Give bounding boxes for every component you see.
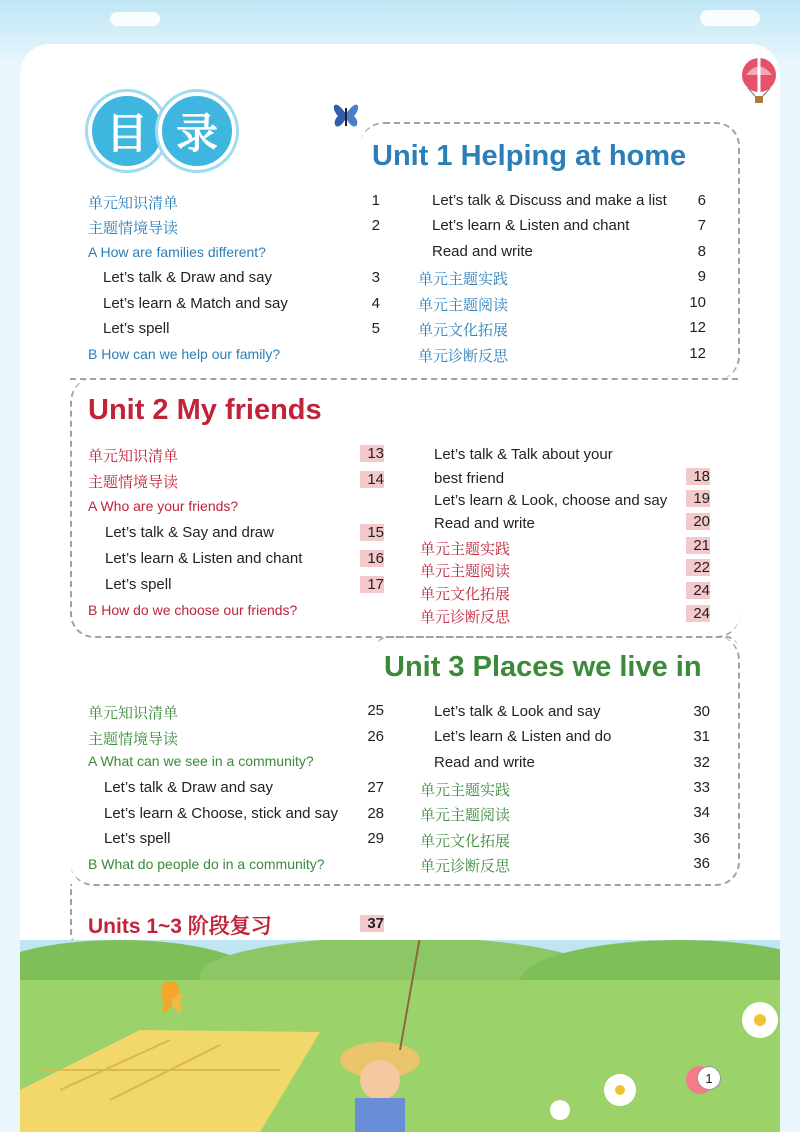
- page-number: 31: [693, 728, 710, 745]
- hot-air-balloon-icon: [740, 58, 778, 104]
- unit3-title: Unit 3 Places we live in: [384, 651, 702, 683]
- toc-entry[interactable]: Let’s spell: [103, 320, 170, 337]
- page-number: 8: [697, 243, 706, 260]
- page-number: 28: [367, 805, 384, 822]
- toc-entry[interactable]: Read and write: [434, 515, 535, 532]
- page-number: 10: [689, 294, 706, 311]
- toc-entry[interactable]: 单元知识清单: [88, 448, 179, 465]
- cloud-decoration: [110, 12, 160, 26]
- toc-entry[interactable]: 单元文化拓展: [418, 322, 509, 339]
- toc-entry[interactable]: 主题情境导读: [88, 731, 179, 748]
- page-number: 36: [693, 830, 710, 847]
- page-number: 34: [693, 804, 710, 821]
- review-title[interactable]: Units 1~3 阶段复习: [88, 915, 272, 938]
- page-number: 15: [360, 524, 384, 541]
- page-number: 26: [367, 728, 384, 745]
- butterfly-icon: [158, 984, 186, 1018]
- meadow-illustration: [20, 940, 780, 1132]
- toc-entry[interactable]: 单元文化拓展: [420, 586, 511, 603]
- page-number: 24: [686, 605, 710, 622]
- page-number: 37: [360, 915, 384, 932]
- toc-entry[interactable]: 单元主题实践: [418, 271, 509, 288]
- page-number: 16: [360, 550, 384, 567]
- toc-entry[interactable]: Let’s learn & Listen and do: [434, 728, 612, 745]
- section-heading[interactable]: B How can we help our family?: [88, 346, 281, 362]
- toc-entry[interactable]: 单元诊断反思: [420, 858, 511, 875]
- section-heading[interactable]: A How are families different?: [88, 244, 266, 260]
- page-number: 2: [371, 217, 380, 234]
- section-heading[interactable]: A Who are your friends?: [88, 498, 239, 514]
- toc-entry[interactable]: Read and write: [434, 754, 535, 771]
- page-number: 7: [697, 217, 706, 234]
- toc-entry[interactable]: best friend: [434, 470, 505, 487]
- toc-title: [88, 92, 238, 164]
- toc-entry[interactable]: Let’s talk & Discuss and make a list: [432, 192, 667, 209]
- toc-entry[interactable]: Let’s learn & Choose, stick and say: [104, 805, 339, 822]
- toc-entry[interactable]: 单元主题阅读: [418, 297, 509, 314]
- page-number: 1: [371, 192, 380, 209]
- page-number: 9: [697, 268, 706, 285]
- toc-entry[interactable]: Let’s talk & Say and draw: [105, 524, 274, 541]
- section-heading[interactable]: B How do we choose our friends?: [88, 602, 298, 618]
- page-number: 12: [689, 319, 706, 336]
- toc-entry[interactable]: Let’s spell: [105, 576, 172, 593]
- section-heading[interactable]: A What can we see in a community?: [88, 753, 314, 769]
- unit2-title: Unit 2 My friends: [88, 394, 322, 426]
- toc-entry[interactable]: 单元诊断反思: [418, 348, 509, 365]
- page-number: 5: [371, 320, 380, 337]
- toc-entry[interactable]: Let’s talk & Draw and say: [104, 779, 273, 796]
- page-number: 13: [360, 445, 384, 462]
- page-number: 32: [693, 754, 710, 771]
- section-heading[interactable]: B What do people do in a community?: [88, 856, 325, 872]
- cloud-decoration: [700, 10, 760, 26]
- toc-entry[interactable]: 单元主题实践: [420, 541, 511, 558]
- toc-entry[interactable]: 单元主题阅读: [420, 807, 511, 824]
- unit1-title: Unit 1 Helping at home: [372, 140, 687, 172]
- toc-title-char: 目: [88, 92, 166, 170]
- toc-entry[interactable]: Let’s talk & Look and say: [434, 703, 601, 720]
- toc-title-char: 录: [158, 92, 236, 170]
- toc-entry[interactable]: 单元知识清单: [88, 705, 179, 722]
- toc-entry[interactable]: 单元文化拓展: [420, 833, 511, 850]
- toc-entry[interactable]: Let’s learn & Match and say: [103, 295, 288, 312]
- page-number: 6: [697, 192, 706, 209]
- page-number: 22: [686, 559, 710, 576]
- page-number: 20: [686, 513, 710, 530]
- toc-entry[interactable]: 单元主题实践: [420, 782, 511, 799]
- unit3-top-border: [376, 636, 738, 648]
- toc-entry[interactable]: Let’s learn & Listen and chant: [105, 550, 303, 567]
- page-number: 27: [367, 779, 384, 796]
- page-number: 19: [686, 490, 710, 507]
- page-number: 24: [686, 582, 710, 599]
- page-number: 29: [367, 830, 384, 847]
- toc-entry[interactable]: 单元知识清单: [88, 195, 179, 212]
- toc-entry[interactable]: Let’s spell: [104, 830, 171, 847]
- page-number: 36: [693, 855, 710, 872]
- page-number: 3: [371, 269, 380, 286]
- toc-entry[interactable]: Read and write: [432, 243, 533, 260]
- toc-entry[interactable]: Let’s learn & Listen and chant: [432, 217, 630, 234]
- toc-entry[interactable]: Let’s talk & Talk about your: [434, 446, 613, 463]
- page-number: 25: [367, 702, 384, 719]
- page-number: 12: [689, 345, 706, 362]
- butterfly-icon: [330, 94, 362, 134]
- page-number-badge: 1: [697, 1066, 721, 1090]
- page-number: 17: [360, 576, 384, 593]
- toc-entry[interactable]: 主题情境导读: [88, 220, 179, 237]
- toc-entry[interactable]: 主题情境导读: [88, 474, 179, 491]
- page-number: 18: [686, 468, 710, 485]
- page-number: 33: [693, 779, 710, 796]
- toc-entry[interactable]: 单元主题阅读: [420, 563, 511, 580]
- page-number: 4: [371, 295, 380, 312]
- toc-entry[interactable]: Let’s talk & Draw and say: [103, 269, 272, 286]
- page-number: 21: [686, 537, 710, 554]
- page-number: 30: [693, 703, 710, 720]
- toc-entry[interactable]: 单元诊断反思: [420, 609, 511, 626]
- toc-entry[interactable]: Let’s learn & Look, choose and say: [434, 492, 668, 509]
- page-number: 14: [360, 471, 384, 488]
